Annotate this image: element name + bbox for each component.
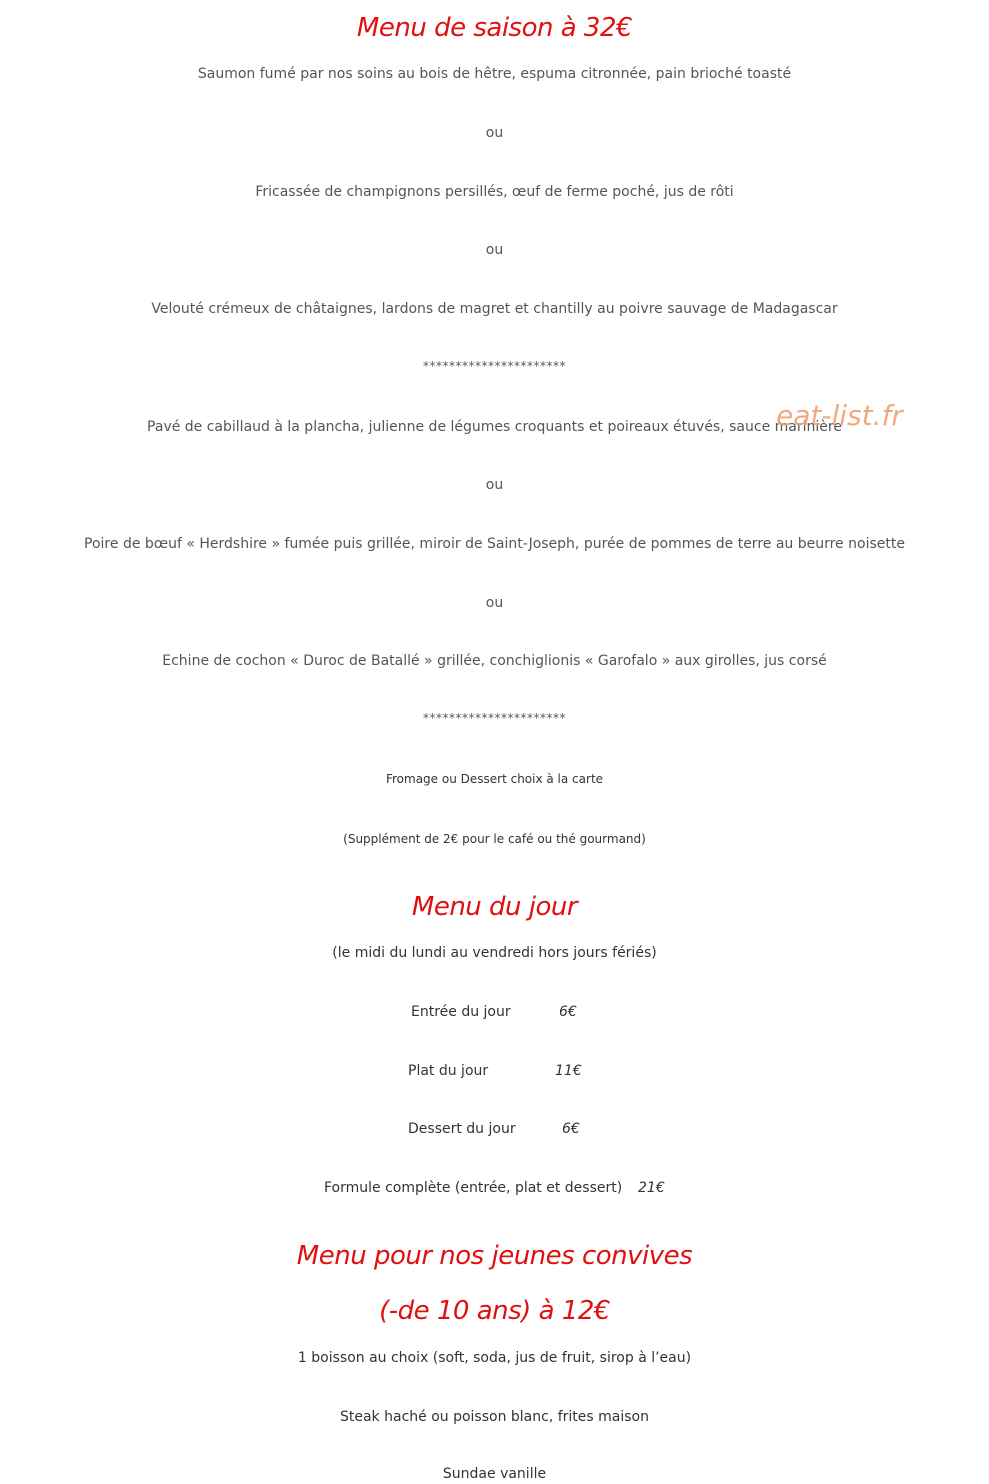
menu-jour-item: [0, 1119, 989, 1139]
stars-separator: **********************: [423, 359, 566, 373]
starter-item: Velouté crémeux de châtaignes, lardons de magret et chantilly au poivre sauvage de Madagascar: [151, 301, 838, 317]
stars-separator: **********************: [423, 711, 566, 725]
starter-item: Saumon fumé par nos soins au bois de hêtre, espuma citronnée, pain brioché toasté: [197, 66, 792, 82]
item-price: 11€: [555, 1063, 582, 1079]
watermark-text: eat-list.fr: [776, 399, 903, 432]
or-separator: ou: [485, 242, 504, 258]
item-label: Dessert du jour: [408, 1121, 516, 1137]
enfants-item: 1 boisson au choix (soft, soda, jus de fruit, sirop à l’eau): [297, 1350, 692, 1366]
enfants-item: Steak haché ou poisson blanc, frites maison: [339, 1409, 649, 1425]
or-separator: ou: [485, 477, 504, 493]
enfants-item: Sundae vanille: [442, 1466, 547, 1482]
item-label: Formule complète (entrée, plat et dessert): [324, 1180, 623, 1196]
dessert-line: Fromage ou Dessert choix à la carte: [385, 772, 604, 786]
item-price: 6€: [559, 1004, 577, 1020]
menu-enfants-subtitle: (-de 10 ans) à 12€: [379, 1296, 610, 1326]
or-separator: ou: [485, 595, 504, 611]
item-price: 21€: [638, 1180, 665, 1196]
item-label: Entrée du jour: [411, 1004, 511, 1020]
main-item: Poire de bœuf « Herdshire » fumée puis grillée, miroir de Saint-Joseph, purée de pommes de terre au beurre noisette: [84, 536, 905, 552]
menu-jour-title: Menu du jour: [411, 892, 578, 922]
menu-jour-item: [0, 1061, 989, 1081]
or-separator: ou: [485, 125, 504, 141]
menu-jour-item: [0, 1002, 989, 1022]
item-label: Plat du jour: [408, 1063, 489, 1079]
main-item: Pavé de cabillaud à la plancha, julienne de légumes croquants et poireaux étuvés, sauce marinière: [147, 419, 842, 435]
item-price: 6€: [562, 1121, 580, 1137]
menu-saison-title: Menu de saison à 32€: [356, 13, 633, 43]
menu-jour-item: [0, 1178, 989, 1198]
supplement-line: (Supplément de 2€ pour le café ou thé gourmand): [343, 832, 646, 846]
menu-enfants-title: Menu pour nos jeunes convives: [296, 1241, 693, 1271]
starter-item: Fricassée de champignons persillés, œuf de ferme poché, jus de rôti: [255, 184, 734, 200]
main-item: Echine de cochon « Duroc de Batallé » grillée, conchiglionis « Garofalo » aux girolles, jus corsé: [162, 653, 827, 669]
menu-jour-subtitle: (le midi du lundi au vendredi hors jours fériés): [332, 945, 657, 961]
